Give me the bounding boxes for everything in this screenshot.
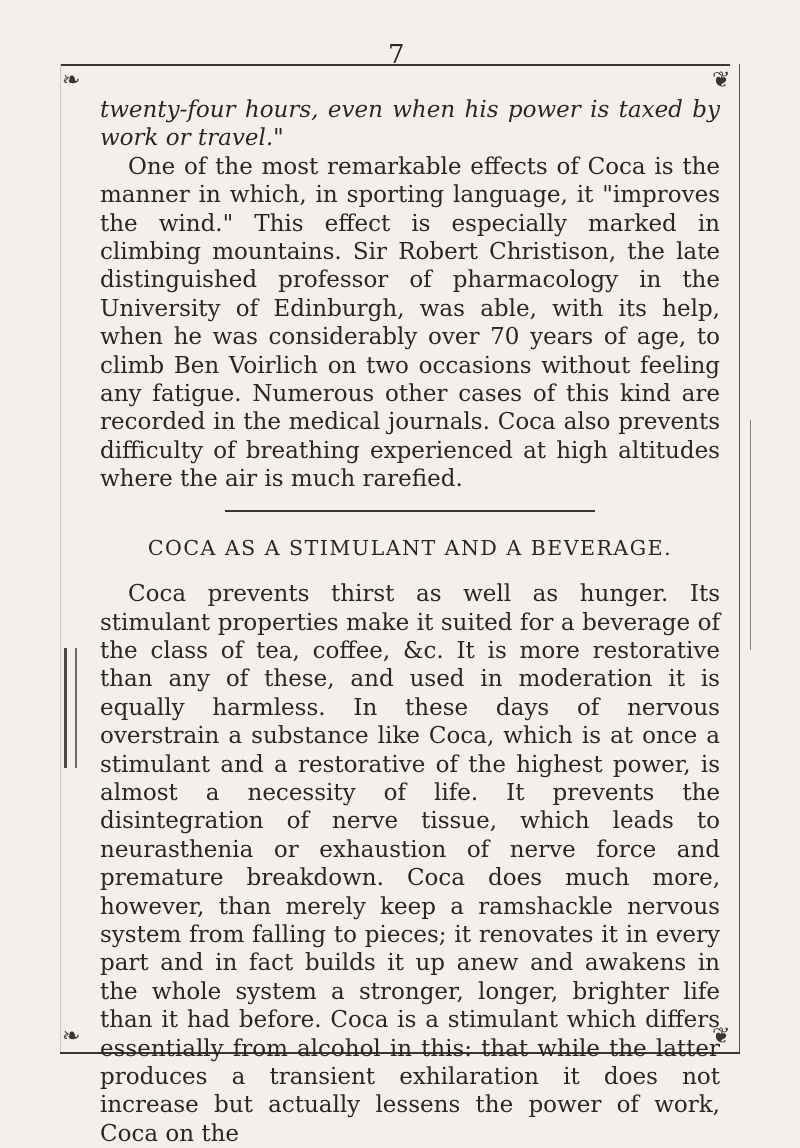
opening-quote: twenty-four hours, even when his power is taxed by work or travel." xyxy=(100,97,720,152)
corner-ornament-top-left-icon: ❧ xyxy=(62,68,81,93)
page-number: 7 xyxy=(388,40,406,70)
left-frame-line xyxy=(60,64,61,1052)
corner-ornament-bottom-right-icon: ❦ xyxy=(712,1024,731,1049)
top-rule xyxy=(60,64,730,66)
section-divider xyxy=(225,510,595,512)
right-outer-frame-line xyxy=(750,420,751,650)
section-heading: COCA AS A STIMULANT AND A BEVERAGE. xyxy=(147,535,673,560)
paragraph-stimulant: Coca prevents thirst as well as hunger. Its stimulant properties make it suited for a beverage of the class of tea, coffee, &c. It is more restorative than any of these, and used in moderation it is equally harmless. In these days of nervous overstrain a substance like Coca, which is at once a stimulant and a restorative of the highest power, is almost a necessity of life. It prevents the disintegration of nerve tissue, which leads to neurasthenia or exhaustion of nerve force and premature breakdown. Coca does much more, however, than merely keep a ramshackle nervous system from falling to pieces; it renovates it in every part and in fact builds it up anew and awakens in the whole system a stronger, longer, brighter life than it had before. Coca is a stimulant which differs essentially from alcohol in this: that while the latter produces a transient exhilaration it does not increase but actually lessens the power of work, Coca on the xyxy=(100,581,720,1147)
corner-ornament-bottom-left-icon: ❧ xyxy=(62,1024,81,1049)
paragraph-wind: One of the most remarkable effects of Coca is the manner in which, in sporting language, it "improves the wind." This effect is especially marked in climbing mountains. Sir Robert Christison, the late distinguished professor of pharmacology in the University of Edinburgh, was able, with its help, when he was considerably over 70 years of age, to climb Ben Voirlich on two occasions without feeling any fatigue. Numerous other cases of this kind are recorded in the medical journals. Coca also prevents difficulty of breathing experienced at high altitudes where the air is much rarefied. xyxy=(100,153,720,493)
page-text xyxy=(100,96,720,1148)
margin-mark xyxy=(64,648,77,768)
corner-ornament-top-right-icon: ❦ xyxy=(712,68,731,93)
right-frame-line xyxy=(739,64,740,1052)
